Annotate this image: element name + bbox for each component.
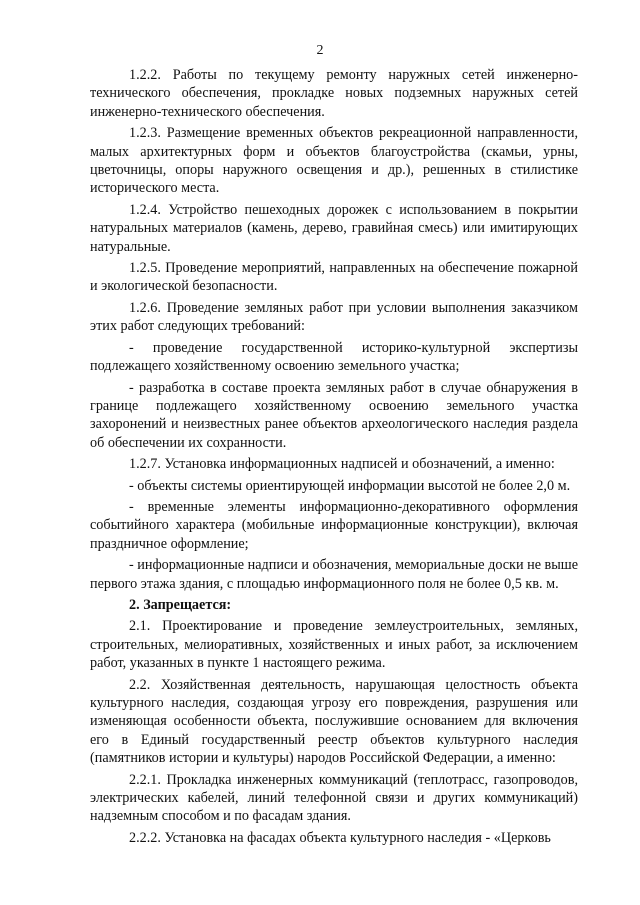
document-body [90, 66, 578, 850]
page-number: 2 [316, 43, 324, 58]
paragraph-1-2-4: 1.2.4. Устройство пешеходных дорожек с использованием в покрытии натуральных материалов (камень, дерево, гравийная смесь) или имитирующих натуральные. [90, 201, 578, 255]
paragraph-2-2: 2.2. Хозяйственная деятельность, нарушающая целостность объекта культурного наследия, создающая угрозу его повреждения, разрушения или изменяющая особенности объекта, послужившие основанием для включения его в Единый государственный реестр объектов культурного наследия (памятников истории и культуры) народов Российской Федерации, а именно: [90, 676, 578, 767]
paragraph-1-2-7: 1.2.7. Установка информационных надписей и обозначений, а именно: [129, 456, 555, 473]
paragraph-1-2-2: 1.2.2. Работы по текущему ремонту наружных сетей инженерно-технического обеспечения, прокладке новых подземных наружных сетей инженерно-технического обеспечения. [90, 67, 578, 120]
list-item-project-development: - разработка в составе проекта земляных работ в случае обнаружения в границе подлежащего хозяйственному освоению земельного участка захоронений и неизвестных ранее объектов археологического наследия раздела об обеспечении их сохранности. [90, 379, 578, 451]
paragraph-1-2-6: 1.2.6. Проведение земляных работ при условии выполнения заказчиком этих работ следующих требований: [90, 299, 578, 335]
paragraph-2-2-2: 2.2.2. Установка на фасадах объекта культурного наследия - «Церковь [129, 829, 551, 846]
paragraph-2-1: 2.1. Проектирование и проведение землеустроительных, земляных, строительных, мелиоративных, хозяйственных и иных работ, за исключением работ, указанных в пункте 1 настоящего режима. [90, 618, 578, 672]
list-item-temporary-elements: - временные элементы информационно-декоративного оформления событийного характера (мобильные информационные конструкции), включая праздничное оформление; [90, 498, 578, 552]
paragraph-1-2-3: 1.2.3. Размещение временных объектов рекреационной направленности, малых архитектурных форм и объектов благоустройства (скамьи, урны, цветочницы, опоры наружного освещения и др.), решенных в стилистике исторического места. [90, 125, 578, 197]
list-item-info-signs: - информационные надписи и обозначения, мемориальные доски не выше первого этажа здания, с площадью информационного поля не более 0,5 кв. м. [90, 557, 578, 592]
section-heading-prohibited: 2. Запрещается: [129, 596, 232, 613]
paragraph-1-2-5: 1.2.5. Проведение мероприятий, направленных на обеспечение пожарной и экологической безопасности. [90, 260, 578, 295]
list-item-orientation-info: - объекты системы ориентирующей информации высотой не более 2,0 м. [129, 477, 571, 494]
paragraph-2-2-1: 2.2.1. Прокладка инженерных коммуникаций (теплотрасс, газопроводов, электрических кабелей, линий телефонной связи и других коммуникаций) надземным способом и по фасадам здания. [90, 771, 578, 825]
list-item-expertise: - проведение государственной историко-культурной экспертизы подлежащего хозяйственному освоению земельного участка; [90, 339, 578, 375]
